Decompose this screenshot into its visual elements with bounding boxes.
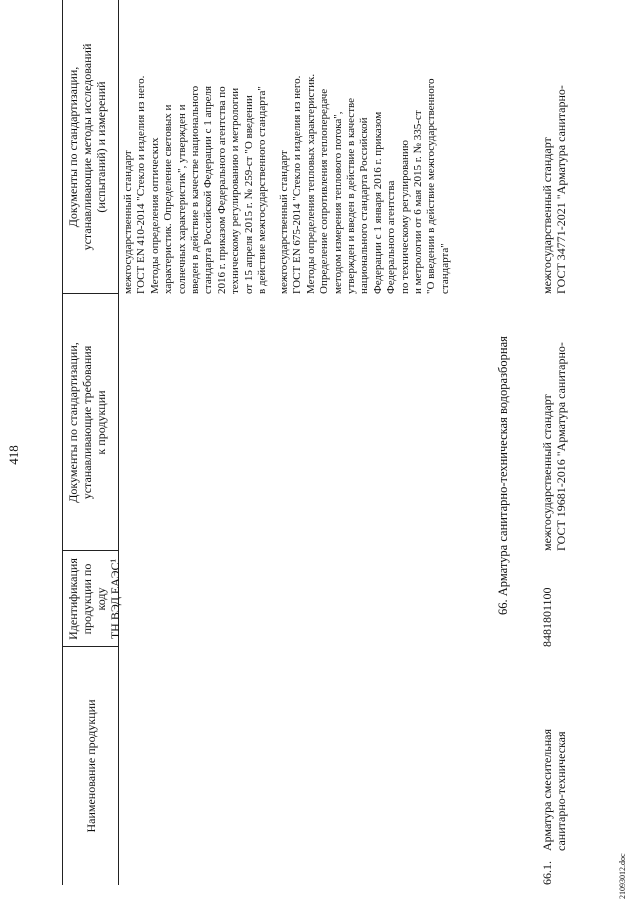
header-requirement-docs: Документы по стандартизации, устанавливающие требования к продукции: [66, 342, 108, 503]
row-product-name: Арматура смесительная санитарно-техническая: [540, 728, 568, 851]
row-number: 66.1.: [540, 861, 554, 885]
table-header-border: [118, 0, 119, 885]
row-method-doc: межгосударственный стандарт ГОСТ 34771-2021 "Арматура санитарно-: [540, 85, 568, 294]
table-top-border: [62, 0, 63, 885]
row-tn-ved-code: 8481801100: [540, 587, 554, 647]
section-title: 66. Арматура санитарно-техническая водоразборная: [496, 336, 510, 615]
row-requirement-doc: межгосударственный стандарт ГОСТ 19681-2016 "Арматура санитарно-: [540, 342, 568, 551]
footer-file-code: 21093012.doc: [618, 853, 627, 899]
header-product-name: Наименование продукции: [84, 699, 98, 833]
header-method-docs: Документы по стандартизации, устанавливающие методы исследований (испытаний) и измерений: [66, 43, 108, 251]
method-doc-gost-en-410: межгосударственный стандарт ГОСТ EN 410-2014 "Стекло и изделия из него. Методы определения оптических характеристик. Определение световых и солнечных характеристик", утвержден и введен в действие в качестве национального стандарта Российской Федерации с 1 апреля 2016 г. приказом Федерального агентства по техническому регулированию и метрологии от 15 апреля 2015 г. № 259-ст "О введении в действие межгосударственного стандарта": [122, 75, 269, 294]
header-tn-ved-code: Идентификация продукции по коду ТН ВЭД ЕАЭС¹: [66, 558, 122, 640]
page-number: 418: [6, 445, 21, 465]
method-doc-gost-en-675: межгосударственный стандарт ГОСТ EN 675-2014 "Стекло и изделия из него. Методы определения тепловых характеристик. Определение сопротивления теплопередаче методом измерения теплового потока", утвержден и введен в действие в качестве национального стандарта Российской Федерации с 1 января 2016 г. приказом Федерального агентства по техническому регулированию и метрологии от 6 мая 2015 г. № 335-ст "О введении в действие межгосударственного стандарта": [278, 73, 451, 294]
